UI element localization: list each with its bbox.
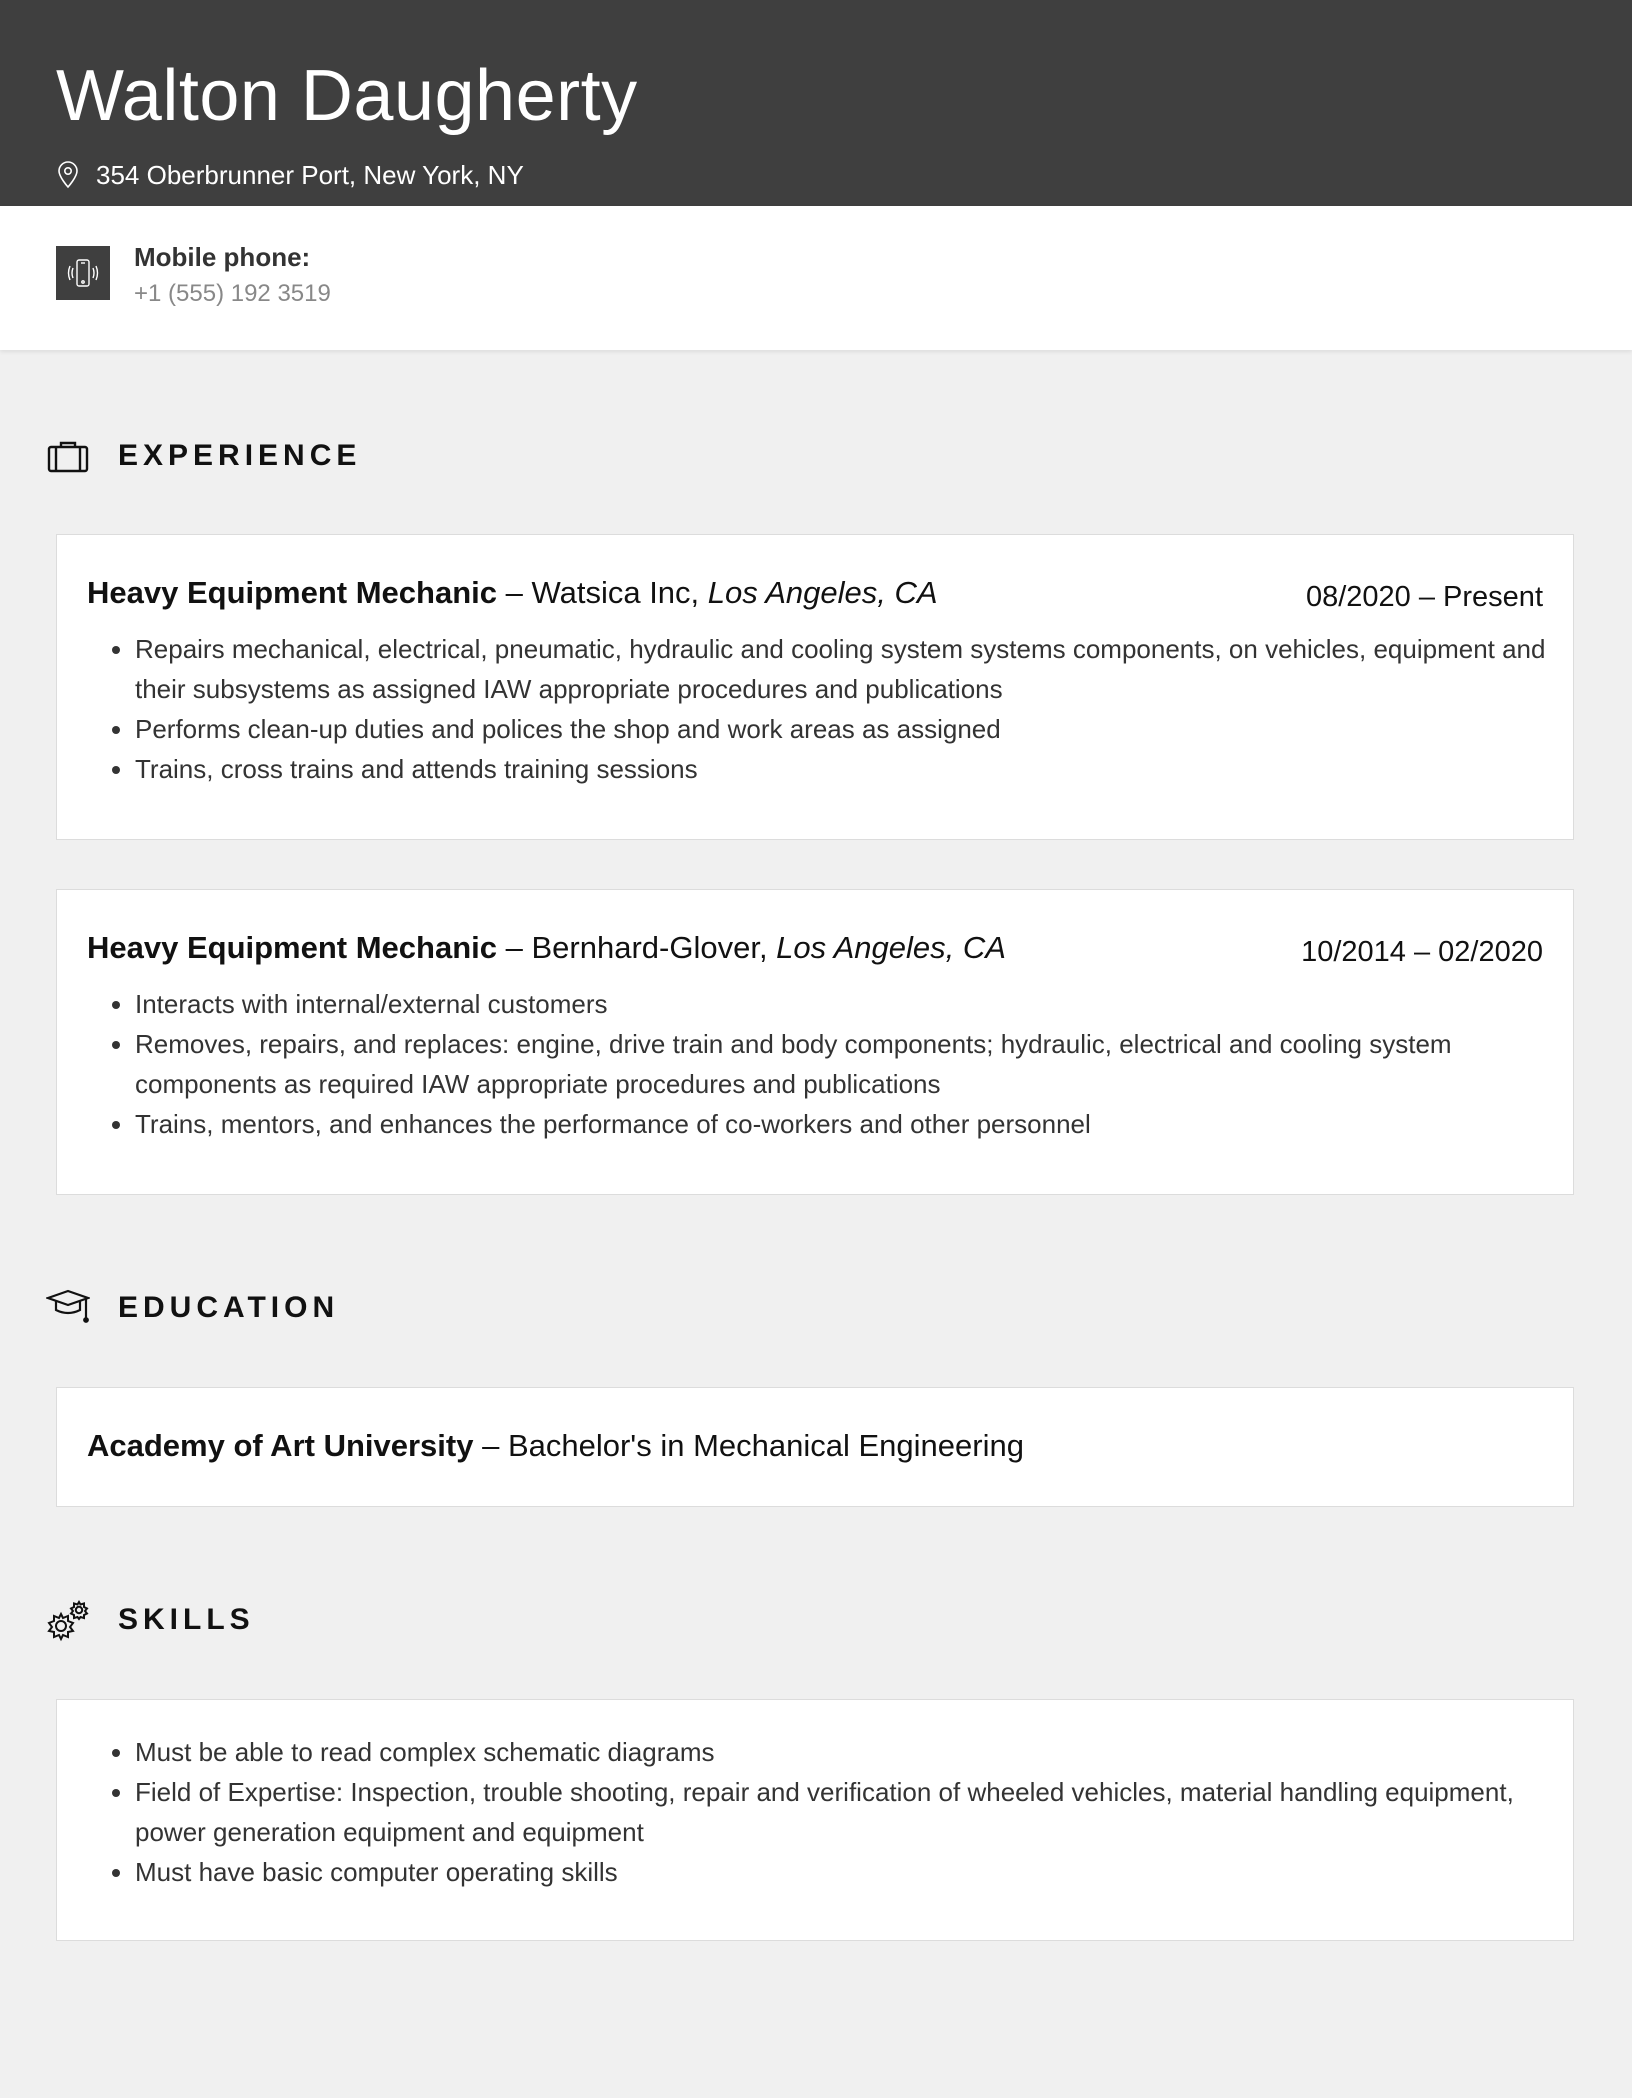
comma: , (690, 575, 708, 610)
address-text: 354 Oberbrunner Port, New York, NY (96, 159, 524, 190)
job-location: Los Angeles, CA (707, 575, 938, 610)
skills-heading (46, 1598, 255, 1642)
separator: – (497, 930, 532, 965)
list-item: • Must have basic computer operating skills (135, 1852, 1555, 1892)
mobile-phone-icon (56, 246, 110, 300)
education-title: EDUCATION (118, 1291, 340, 1324)
phone-number[interactable]: +1 (555) 192 3519 (134, 280, 331, 307)
job-dates: 08/2020 – Present (1305, 581, 1543, 613)
location-pin-icon (56, 161, 80, 189)
gears-icon (46, 1598, 90, 1642)
education-heading (46, 1286, 339, 1330)
experience-heading (46, 434, 361, 478)
job-header (87, 930, 1006, 966)
list-item: • Must be able to read complex schematic diagrams (135, 1732, 1555, 1772)
company-name: Bernhard-Glover (531, 930, 759, 965)
comma: , (758, 930, 777, 965)
list-item: • Trains, mentors, and enhances the performance of co-workers and other personnel (135, 1104, 1555, 1144)
experience-card (56, 889, 1574, 1195)
experience-card (56, 534, 1574, 840)
job-header (87, 575, 938, 611)
job-dates: 10/2014 – 02/2020 (1301, 936, 1543, 968)
education-card (56, 1387, 1574, 1507)
experience-title: EXPERIENCE (118, 439, 362, 472)
skills-card (56, 1699, 1574, 1941)
job-bullets (105, 984, 1555, 1144)
list-item: • Trains, cross trains and attends training sessions (135, 749, 1555, 789)
graduation-cap-icon (46, 1286, 90, 1330)
address-line (56, 158, 524, 192)
job-title: Heavy Equipment Mechanic (87, 575, 498, 610)
skills-list (105, 1732, 1555, 1892)
candidate-name: Walton Daugherty (56, 56, 638, 136)
phone-label: Mobile phone: (134, 242, 311, 272)
company-name: Watsica Inc (531, 575, 691, 610)
education-line (87, 1428, 1024, 1464)
contact-bar (0, 206, 1632, 350)
list-item: • Removes, repairs, and replaces: engine, drive train and body components; hydraulic, electrical and cooling system components as required IAW appropriate procedures and publications (135, 1024, 1555, 1104)
list-item: • Interacts with internal/external customers (135, 984, 1555, 1024)
list-item: • Repairs mechanical, electrical, pneumatic, hydraulic and cooling system systems components, on vehicles, equipment and their subsystems as assigned IAW appropriate procedures and publications (135, 629, 1555, 709)
separator: – (473, 1428, 508, 1463)
list-item: • Field of Expertise: Inspection, trouble shooting, repair and verification of wheeled vehicles, material handling equipment, power generation equipment and equipment (135, 1772, 1555, 1852)
skills-title: SKILLS (118, 1603, 255, 1636)
job-bullets (105, 629, 1555, 789)
briefcase-icon (46, 434, 90, 478)
separator: – (497, 575, 532, 610)
degree-name: Bachelor's in Mechanical Engineering (507, 1428, 1024, 1463)
job-title: Heavy Equipment Mechanic (87, 930, 498, 965)
school-name: Academy of Art University (87, 1428, 474, 1463)
job-location: Los Angeles, CA (776, 930, 1006, 965)
resume-header (0, 0, 1632, 206)
list-item: • Performs clean-up duties and polices the shop and work areas as assigned (135, 709, 1555, 749)
